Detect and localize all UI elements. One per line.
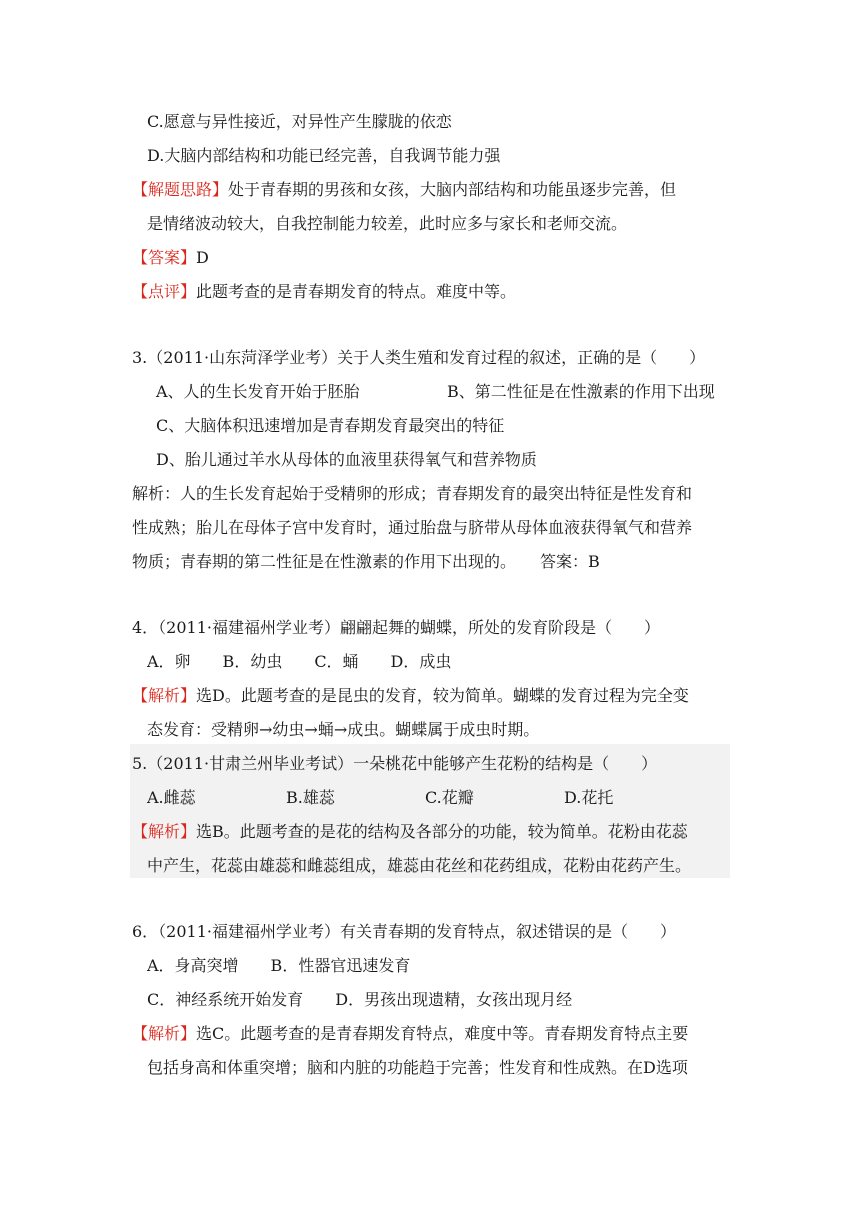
approach-tag: 【解题思路】 xyxy=(132,180,229,199)
q4-analysis-1 xyxy=(132,684,689,708)
q3-option-b: B、第二性征是在性激素的作用下出现 xyxy=(447,382,715,401)
q5-option-d: D.花托 xyxy=(564,788,614,807)
q6-analysis-1 xyxy=(132,1022,688,1046)
answer-value: D xyxy=(196,248,209,267)
q5-option-c: C.花瓣 xyxy=(425,788,474,807)
q6-options-1: A．身高突增 B．性器官迅速发育 xyxy=(147,956,411,975)
q6-analysis-tag: 【解析】 xyxy=(132,1024,197,1043)
prev-answer xyxy=(132,246,209,270)
q5-analysis-1 xyxy=(132,820,688,844)
q4-stem: 4．（2011·福建福州学业考）翩翩起舞的蝴蝶，所处的发育阶段是（ ） xyxy=(132,618,660,637)
comment-tag: 【点评】 xyxy=(132,282,197,301)
prev-approach-line-2: 是情绪波动较大，自我控制能力较差，此时应多与家长和老师交流。 xyxy=(147,214,628,233)
q6-analysis-2: 包括身高和体重突增；脑和内脏的功能趋于完善；性发育和性成熟。在D选项 xyxy=(147,1058,688,1077)
q5-stem: 5.（2011·甘肃兰州毕业考试）一朵桃花中能够产生花粉的结构是（ ） xyxy=(132,754,658,773)
q5-option-b: B.雄蕊 xyxy=(286,788,335,807)
q5-analysis-text-1: 选B。此题考查的是花的结构及各部分的功能，较为简单。花粉由花蕊 xyxy=(196,822,688,841)
q6-stem: 6．（2011·福建福州学业考）有关青春期的发育特点，叙述错误的是（ ） xyxy=(132,922,676,941)
approach-text-1: 处于青春期的男孩和女孩，大脑内部结构和功能虽逐步完善，但 xyxy=(228,180,677,199)
q4-analysis-tag: 【解析】 xyxy=(132,686,197,705)
answer-tag: 【答案】 xyxy=(132,248,197,267)
q3-option-c: C、大脑体积迅速增加是青春期发育最突出的特征 xyxy=(156,416,505,435)
comment-text: 此题考查的是青春期发育的特点。难度中等。 xyxy=(196,282,517,301)
prev-option-d: D.大脑内部结构和功能已经完善，自我调节能力强 xyxy=(147,146,501,165)
q4-options: A．卵 B．幼虫 C．蛹 D．成虫 xyxy=(147,652,452,671)
q3-analysis-2: 性成熟；胎儿在母体子宫中发育时，通过胎盘与脐带从母体血液获得氧气和营养 xyxy=(132,518,693,537)
q5-analysis-tag: 【解析】 xyxy=(132,822,197,841)
q4-analysis-2: 态发育：受精卵→幼虫→蛹→成虫。蝴蝶属于成虫时期。 xyxy=(147,720,540,739)
q3-analysis-1: 解析：人的生长发育起始于受精卵的形成；青春期发育的最突出特征是性发育和 xyxy=(132,484,693,503)
q5-analysis-2: 中产生，花蕊由雄蕊和雌蕊组成，雄蕊由花丝和花药组成，花粉由花药产生。 xyxy=(147,856,692,875)
prev-comment xyxy=(132,280,516,304)
q3-analysis-3: 物质；青春期的第二性征是在性激素的作用下出现的。 答案：B xyxy=(132,552,600,571)
prev-option-c: C.愿意与异性接近，对异性产生朦胧的依恋 xyxy=(147,112,452,131)
q3-stem: 3.（2011·山东菏泽学业考）关于人类生殖和发育过程的叙述，正确的是（ ） xyxy=(132,348,706,367)
q6-analysis-text-1: 选C。此题考查的是青春期发育特点，难度中等。青春期发育特点主要 xyxy=(196,1024,689,1043)
q6-options-2: C．神经系统开始发育 D．男孩出现遗精，女孩出现月经 xyxy=(147,990,573,1009)
q4-analysis-text-1: 选D。此题考查的是昆虫的发育，较为简单。蝴蝶的发育过程为完全变 xyxy=(196,686,689,705)
prev-approach-line-1 xyxy=(132,178,676,202)
q3-option-d: D、胎儿通过羊水从母体的血液里获得氧气和营养物质 xyxy=(156,450,537,469)
q5-option-a: A.雌蕊 xyxy=(147,788,196,807)
q3-option-a: A、人的生长发育开始于胚胎 xyxy=(156,382,360,401)
